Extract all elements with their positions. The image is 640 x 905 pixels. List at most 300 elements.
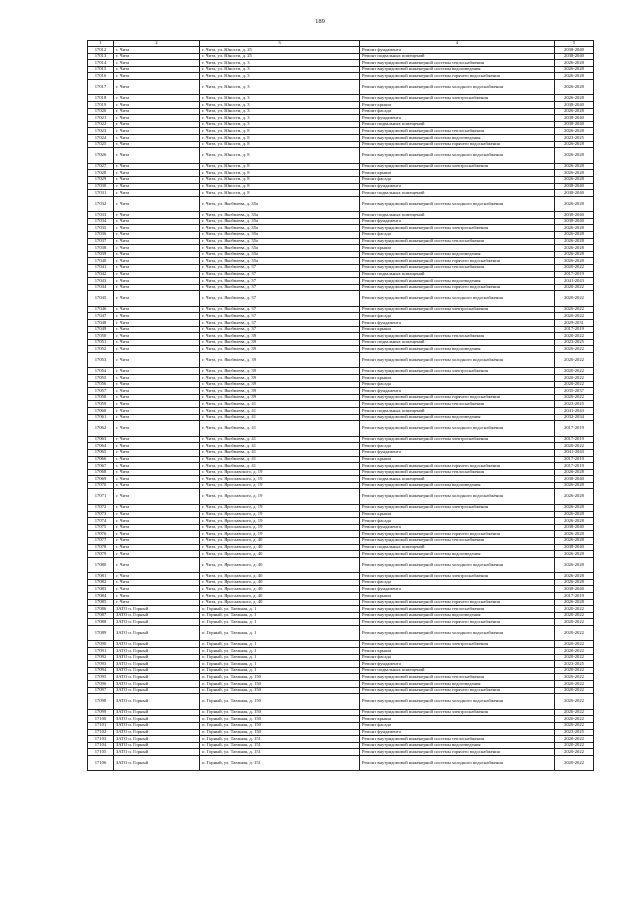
period-cell: 2020-2022 [555,694,594,710]
row-number-cell: 17046 [88,306,114,313]
address-cell: г. Чита, ул. Юности, д. 3 [200,115,360,122]
work-type-cell: Ремонт крыши [360,511,555,518]
work-type-cell: Ремонт внутридомовой инженерной системы водоотведения [360,346,555,353]
period-cell: 2020-2022 [555,641,594,648]
municipality-cell: г. Чита [114,196,200,212]
municipality-cell: г. Чита [114,284,200,291]
table-row [88,264,594,271]
address-cell: г. Чита, ул. Якобвлева, д. 41 [200,414,360,421]
period-cell: 2026-2028 [555,231,594,238]
municipality-cell: г. Чита [114,456,200,463]
work-type-cell: Ремонт фундамента [360,586,555,593]
work-type-cell: Ремонт внутридомовой инженерной системы водоотведения [360,414,555,421]
address-cell: г. Чита, ул. Якобвлева, д. 35а [200,245,360,252]
table-row [88,482,594,489]
address-cell: г. Чита, ул. Юности, д. 8 [200,183,360,190]
row-number-cell: 17106 [88,755,114,771]
table-row [88,102,594,109]
row-number-cell: 17040 [88,258,114,265]
address-cell: г. Чита, ул. Юности, д. 3 [200,102,360,109]
municipality-cell: ЗАТО п. Горный [114,742,200,749]
work-type-cell: Ремонт внутридомовой инженерной системы теплоснабжения [360,128,555,135]
address-cell: п. Горный, ул. Таежная, д. 151 [200,736,360,743]
municipality-cell: г. Чита [114,271,200,278]
row-number-cell: 17098 [88,694,114,710]
municipality-cell: г. Чита [114,394,200,401]
municipality-cell: г. Чита [114,476,200,483]
period-cell: 2026-2028 [555,531,594,538]
table-row [88,121,594,128]
period-cell: 2026-2028 [555,245,594,252]
table-row [88,421,594,437]
row-number-cell: 17101 [88,722,114,729]
row-number-cell: 17068 [88,469,114,476]
address-cell: г. Чита, ул. Юности, д. 3 [200,60,360,67]
period-cell: 2023-2025 [555,135,594,142]
work-type-cell: Ремонт крыши [360,170,555,177]
table-row [88,381,594,388]
table-row [88,436,594,443]
municipality-cell: г. Чита [114,231,200,238]
table-row [88,251,594,258]
address-cell: г. Чита, ул. Юности, д. 8 [200,135,360,142]
row-number-cell: 17012 [88,47,114,54]
row-number-cell: 17052 [88,346,114,353]
table-row [88,196,594,212]
work-type-cell: Ремонт фасада [360,108,555,115]
row-number-cell: 17094 [88,667,114,674]
row-number-cell: 17081 [88,573,114,580]
table-row [88,108,594,115]
work-type-cell: Ремонт подвальных помещений [360,476,555,483]
table-row [88,368,594,375]
table-row [88,456,594,463]
row-number-cell: 17070 [88,482,114,489]
work-type-cell: Ремонт внутридомовой инженерной системы горячего водоснабжения [360,687,555,694]
period-cell: 2023-2025 [555,401,594,408]
address-cell: г. Чита, ул. Якобвлева, д. 35а [200,225,360,232]
table-row [88,53,594,60]
work-type-cell: Ремонт внутридомовой инженерной системы электроснабжения [360,436,555,443]
work-type-cell: Ремонт внутридомовой инженерной системы холодного водоснабжения [360,489,555,505]
address-cell: г. Чита, ул. Юности, д. 3 [200,121,360,128]
work-type-cell: Ремонт внутридомовой инженерной системы теплоснабжения [360,238,555,245]
work-type-cell: Ремонт фасада [360,313,555,320]
table-row [88,388,594,395]
row-number-cell: 17017 [88,79,114,95]
municipality-cell: г. Чита [114,551,200,558]
period-cell: 2023-2025 [555,729,594,736]
work-type-cell: Ремонт внутридомовой инженерной системы горячего водоснабжения [360,394,555,401]
row-number-cell: 17021 [88,115,114,122]
address-cell: п. Горный, ул. Таежная, д. 150 [200,681,360,688]
period-cell: 2020-2022 [555,681,594,688]
period-cell: 2020-2022 [555,619,594,626]
address-cell: г. Чита, ул. Ярославского, д. 19 [200,504,360,511]
work-type-cell: Ремонт внутридомовой инженерной системы водоотведения [360,612,555,619]
table-row [88,218,594,225]
period-cell: 2020-2022 [555,736,594,743]
work-type-cell: Ремонт внутридомовой инженерной системы горячего водоснабжения [360,599,555,606]
period-cell: 2038-2040 [555,544,594,551]
address-cell: п. Горный, ул. Таежная, д. 1 [200,654,360,661]
table-row [88,573,594,580]
table-row [88,722,594,729]
municipality-cell: г. Чита [114,326,200,333]
table-row [88,489,594,505]
municipality-cell: г. Чита [114,421,200,437]
municipality-cell: г. Чита [114,414,200,421]
period-cell: 2038-2040 [555,212,594,219]
address-cell: г. Чита, ул. Якобвлева, д. 37 [200,278,360,285]
row-number-cell: 17096 [88,681,114,688]
table-row [88,73,594,80]
table-row [88,212,594,219]
address-cell: г. Чита, ул. Юности, д. 8 [200,128,360,135]
work-type-cell: Ремонт подвальных помещений [360,271,555,278]
table-row [88,511,594,518]
row-number-cell: 17025 [88,141,114,148]
table-row [88,313,594,320]
address-cell: п. Горный, ул. Таежная, д. 1 [200,648,360,655]
work-type-cell: Ремонт фундамента [360,449,555,456]
period-cell: 2041-2043 [555,449,594,456]
period-cell: 2026-2028 [555,518,594,525]
address-cell: г. Чита, ул. Якобвлева, д. 41 [200,401,360,408]
municipality-cell: г. Чита [114,518,200,525]
table-body [88,47,594,771]
row-number-cell: 17023 [88,128,114,135]
municipality-cell: ЗАТО п. Горный [114,612,200,619]
table-row [88,245,594,252]
address-cell: г. Чита, ул. Юности, д. 8 [200,141,360,148]
row-number-cell: 17047 [88,313,114,320]
municipality-cell: г. Чита [114,121,200,128]
row-number-cell: 17056 [88,381,114,388]
address-cell: г. Чита, ул. Якобвлева, д. 35а [200,231,360,238]
municipality-cell: г. Чита [114,95,200,102]
address-cell: г. Чита, ул. Юности, д. 25 [200,47,360,54]
header-col-2: 2 [114,41,200,47]
municipality-cell: ЗАТО п. Горный [114,619,200,626]
row-number-cell: 17103 [88,736,114,743]
row-number-cell: 17030 [88,183,114,190]
row-number-cell: 17074 [88,518,114,525]
municipality-cell: г. Чита [114,313,200,320]
municipality-cell: г. Чита [114,183,200,190]
period-cell: 2032-2034 [555,414,594,421]
municipality-cell: г. Чита [114,245,200,252]
period-cell: 2020-2022 [555,654,594,661]
address-cell: г. Чита, ул. Якобвлева, д. 37 [200,306,360,313]
row-number-cell: 17018 [88,95,114,102]
work-type-cell: Ремонт подвальных помещений [360,408,555,415]
municipality-cell: г. Чита [114,593,200,600]
work-type-cell: Ремонт внутридомовой инженерной системы холодного водоснабжения [360,557,555,573]
row-number-cell: 17082 [88,579,114,586]
table-row [88,60,594,67]
municipality-cell: ЗАТО п. Горный [114,606,200,613]
table-row [88,544,594,551]
row-number-cell: 17027 [88,163,114,170]
address-cell: п. Горный, ул. Таежная, д. 1 [200,612,360,619]
work-type-cell: Ремонт внутридомовой инженерной системы электроснабжения [360,95,555,102]
period-cell: 2020-2022 [555,749,594,756]
row-number-cell: 17102 [88,729,114,736]
work-type-cell: Ремонт внутридомовой инженерной системы горячего водоснабжения [360,73,555,80]
address-cell: г. Чита, ул. Юности, д. 3 [200,108,360,115]
row-number-cell: 17099 [88,709,114,716]
period-cell: 2038-2040 [555,115,594,122]
period-cell: 2020-2022 [555,755,594,771]
period-cell: 2026-2028 [555,504,594,511]
municipality-cell: г. Чита [114,346,200,353]
work-type-cell: Ремонт внутридомовой инженерной системы водоотведения [360,135,555,142]
row-number-cell: 17071 [88,489,114,505]
period-cell: 2026-2028 [555,128,594,135]
period-cell: 2020-2022 [555,674,594,681]
work-type-cell: Ремонт внутридомовой инженерной системы электроснабжения [360,225,555,232]
work-type-cell: Ремонт внутридомовой инженерной системы электроснабжения [360,368,555,375]
row-number-cell: 17031 [88,190,114,197]
work-type-cell: Ремонт фундамента [360,524,555,531]
table-row [88,190,594,197]
municipality-cell: г. Чита [114,264,200,271]
row-number-cell: 17026 [88,148,114,164]
table-row [88,115,594,122]
row-number-cell: 17043 [88,278,114,285]
municipality-cell: ЗАТО п. Горный [114,722,200,729]
address-cell: г. Чита, ул. Якобвлева, д. 37 [200,271,360,278]
row-number-cell: 17014 [88,60,114,67]
work-type-cell: Ремонт фасада [360,579,555,586]
work-type-cell: Ремонт подвальных помещений [360,544,555,551]
period-cell: 2020-2022 [555,346,594,353]
row-number-cell: 17100 [88,716,114,723]
period-cell: 2020-2022 [555,352,594,368]
municipality-cell: г. Чита [114,66,200,73]
row-number-cell: 17105 [88,749,114,756]
row-number-cell: 17055 [88,375,114,382]
municipality-cell: ЗАТО п. Горный [114,755,200,771]
work-type-cell: Ремонт внутридомовой инженерной системы холодного водоснабжения [360,352,555,368]
work-type-cell: Ремонт внутридомовой инженерной системы электроснабжения [360,573,555,580]
table-row [88,135,594,142]
work-type-cell: Ремонт внутридомовой инженерной системы теплоснабжения [360,736,555,743]
municipality-cell: г. Чита [114,115,200,122]
table-row [88,661,594,668]
work-type-cell: Ремонт внутридомовой инженерной системы электроснабжения [360,504,555,511]
row-number-cell: 17049 [88,326,114,333]
address-cell: г. Чита, ул. Ярославского, д. 40 [200,586,360,593]
municipality-cell: г. Чита [114,73,200,80]
period-cell: 2041-2043 [555,408,594,415]
row-number-cell: 17033 [88,212,114,219]
municipality-cell: г. Чита [114,108,200,115]
table-row [88,729,594,736]
period-cell: 2020-2022 [555,742,594,749]
row-number-cell: 17086 [88,606,114,613]
period-cell: 2026-2028 [555,511,594,518]
address-cell: г. Чита, ул. Ярославского, д. 19 [200,524,360,531]
work-type-cell: Ремонт фасада [360,381,555,388]
period-cell: 2026-2028 [555,170,594,177]
table-row [88,443,594,450]
period-cell: 2038-2040 [555,476,594,483]
table-row [88,291,594,307]
municipality-cell: г. Чита [114,449,200,456]
work-type-cell: Ремонт фасада [360,176,555,183]
address-cell: г. Чита, ул. Ярославского, д. 19 [200,469,360,476]
address-cell: п. Горный, ул. Таежная, д. 150 [200,674,360,681]
table-row [88,709,594,716]
address-cell: г. Чита, ул. Якобвлева, д. 41 [200,408,360,415]
header-col-3: 3 [200,41,360,47]
work-type-cell: Ремонт фундамента [360,47,555,54]
row-number-cell: 17066 [88,456,114,463]
row-number-cell: 17044 [88,284,114,291]
work-type-cell: Ремонт внутридомовой инженерной системы водоотведения [360,681,555,688]
row-number-cell: 17095 [88,674,114,681]
period-cell: 2026-2028 [555,225,594,232]
row-number-cell: 17019 [88,102,114,109]
municipality-cell: г. Чита [114,531,200,538]
table-row [88,346,594,353]
work-type-cell: Ремонт внутридомовой инженерной системы горячего водоснабжения [360,258,555,265]
table-row [88,667,594,674]
period-cell: 2026-2028 [555,599,594,606]
table-row [88,339,594,346]
table-row [88,183,594,190]
municipality-cell: г. Чита [114,53,200,60]
address-cell: п. Горный, ул. Таежная, д. 150 [200,709,360,716]
municipality-cell: г. Чита [114,443,200,450]
period-cell: 2026-2028 [555,79,594,95]
address-cell: п. Горный, ул. Таежная, д. 150 [200,694,360,710]
table-row [88,176,594,183]
municipality-cell: г. Чита [114,225,200,232]
table-row [88,648,594,655]
period-cell: 2020-2022 [555,313,594,320]
municipality-cell: ЗАТО п. Горный [114,736,200,743]
address-cell: г. Чита, ул. Якобвлева, д. 37 [200,320,360,327]
table-row [88,625,594,641]
work-type-cell: Ремонт внутридомовой инженерной системы холодного водоснабжения [360,79,555,95]
row-number-cell: 17080 [88,557,114,573]
work-type-cell: Ремонт внутридомовой инженерной системы холодного водоснабжения [360,196,555,212]
work-type-cell: Ремонт внутридомовой инженерной системы электроснабжения [360,709,555,716]
table-row [88,579,594,586]
municipality-cell: г. Чита [114,511,200,518]
period-cell: 2020-2022 [555,333,594,340]
row-number-cell: 17058 [88,394,114,401]
table-row [88,231,594,238]
address-cell: г. Чита, ул. Ярославского, д. 40 [200,544,360,551]
period-cell: 2041-2043 [555,278,594,285]
row-number-cell: 17065 [88,449,114,456]
row-number-cell: 17051 [88,339,114,346]
period-cell: 2026-2028 [555,469,594,476]
period-cell: 2026-2028 [555,573,594,580]
address-cell: г. Чита, ул. Юности, д. 8 [200,148,360,164]
table-row [88,258,594,265]
work-type-cell: Ремонт внутридомовой инженерной системы теплоснабжения [360,606,555,613]
row-number-cell: 17032 [88,196,114,212]
row-number-cell: 17020 [88,108,114,115]
address-cell: п. Горный, ул. Таежная, д. 150 [200,716,360,723]
table-row [88,736,594,743]
address-cell: г. Чита, ул. Юности, д. 8 [200,176,360,183]
address-cell: г. Чита, ул. Якобвлева, д. 39 [200,333,360,340]
address-cell: г. Чита, ул. Юности, д. 8 [200,170,360,177]
municipality-cell: ЗАТО п. Горный [114,716,200,723]
municipality-cell: г. Чита [114,170,200,177]
table-row [88,586,594,593]
address-cell: п. Горный, ул. Таежная, д. 1 [200,667,360,674]
municipality-cell: ЗАТО п. Горный [114,625,200,641]
row-number-cell: 17057 [88,388,114,395]
row-number-cell: 17091 [88,648,114,655]
address-cell: п. Горный, ул. Таежная, д. 1 [200,606,360,613]
table-row [88,476,594,483]
address-cell: г. Чита, ул. Якобвлева, д. 39 [200,388,360,395]
work-type-cell: Ремонт внутридомовой инженерной системы горячего водоснабжения [360,284,555,291]
row-number-cell: 17013 [88,53,114,60]
table-row [88,408,594,415]
municipality-cell: г. Чита [114,291,200,307]
period-cell: 2020-2022 [555,648,594,655]
address-cell: г. Чита, ул. Якобвлева, д. 39 [200,375,360,382]
address-cell: г. Чита, ул. Ярославского, д. 19 [200,489,360,505]
header-col-5: 5 [555,41,594,47]
period-cell: 2020-2022 [555,625,594,641]
period-cell: 2020-2022 [555,687,594,694]
row-number-cell: 17062 [88,421,114,437]
table-row [88,681,594,688]
municipality-cell: ЗАТО п. Горный [114,661,200,668]
address-cell: г. Чита, ул. Ярославского, д. 40 [200,599,360,606]
table-row [88,278,594,285]
municipality-cell: г. Чита [114,320,200,327]
row-number-cell: 17087 [88,612,114,619]
row-number-cell: 17089 [88,625,114,641]
work-type-cell: Ремонт внутридомовой инженерной системы теплоснабжения [360,333,555,340]
work-type-cell: Ремонт подвальных помещений [360,212,555,219]
address-cell: г. Чита, ул. Ярославского, д. 40 [200,579,360,586]
work-type-cell: Ремонт внутридомовой инженерной системы водоотведения [360,742,555,749]
address-cell: г. Чита, ул. Ярославского, д. 40 [200,557,360,573]
period-cell: 2020-2022 [555,612,594,619]
address-cell: г. Чита, ул. Юности, д. 8 [200,163,360,170]
address-cell: г. Чита, ул. Якобвлева, д. 39 [200,394,360,401]
period-cell: 2026-2028 [555,551,594,558]
address-cell: п. Горный, ул. Таежная, д. 150 [200,687,360,694]
municipality-cell: ЗАТО п. Горный [114,681,200,688]
period-cell: 2020-2022 [555,264,594,271]
municipality-cell: г. Чита [114,388,200,395]
row-number-cell: 17041 [88,264,114,271]
work-type-cell: Ремонт внутридомовой инженерной системы холодного водоснабжения [360,148,555,164]
table-row [88,401,594,408]
table-row [88,271,594,278]
table-row [88,551,594,558]
row-number-cell: 17050 [88,333,114,340]
period-cell: 2020-2022 [555,443,594,450]
address-cell: г. Чита, ул. Якобвлева, д. 35а [200,196,360,212]
period-cell: 2020-2022 [555,375,594,382]
row-number-cell: 17037 [88,238,114,245]
work-type-cell: Ремонт внутридомовой инженерной системы водоотведения [360,482,555,489]
